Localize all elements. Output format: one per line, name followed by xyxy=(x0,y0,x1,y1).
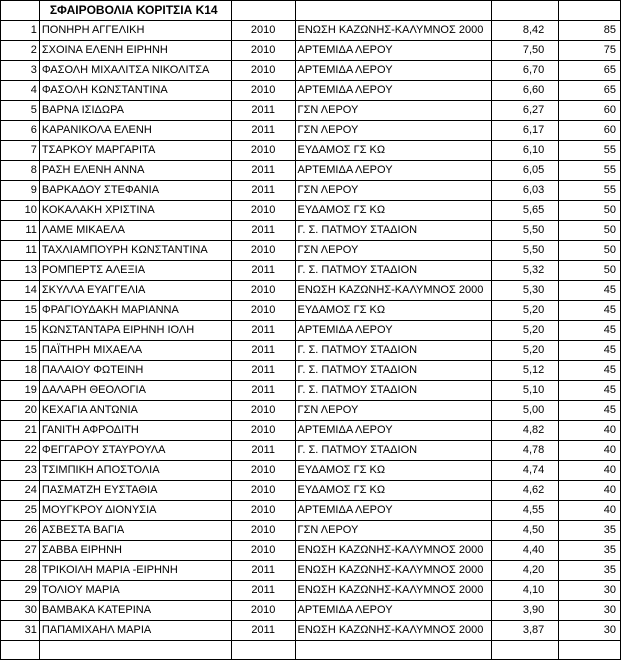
athlete-name-cell[interactable]: ΚΟΚΑΛΑΚΗ ΧΡΙΣΤΙΝΑ xyxy=(39,201,231,221)
rank-cell[interactable]: 15 xyxy=(1,321,40,341)
birth-year-cell[interactable]: 2010 xyxy=(231,481,295,501)
points-cell[interactable]: 35 xyxy=(559,521,621,541)
mark-cell[interactable]: 4,50 xyxy=(492,521,559,541)
birth-year-cell[interactable]: 2011 xyxy=(231,361,295,381)
club-cell[interactable]: ΓΣΝ ΛΕΡΟΥ xyxy=(295,401,492,421)
birth-year-cell[interactable]: 2011 xyxy=(231,161,295,181)
club-cell[interactable]: ΑΡΤΕΜΙΔΑ ΛΕΡΟΥ xyxy=(295,41,492,61)
club-cell[interactable]: ΕΥΔΑΜΟΣ ΓΣ ΚΩ xyxy=(295,481,492,501)
birth-year-cell[interactable]: 2010 xyxy=(231,61,295,81)
club-cell[interactable]: ΕΝΩΣΗ ΚΑΖΩΝΗΣ-ΚΑΛΥΜΝΟΣ 2000 xyxy=(295,21,492,41)
club-cell[interactable]: ΕΝΩΣΗ ΚΑΖΩΝΗΣ-ΚΑΛΥΜΝΟΣ 2000 xyxy=(295,581,492,601)
title-rank-cell[interactable] xyxy=(1,1,40,21)
table-row xyxy=(1,101,621,121)
birth-year-cell[interactable]: 2011 xyxy=(231,381,295,401)
rank-cell[interactable]: 13 xyxy=(1,261,40,281)
mark-cell[interactable]: 6,60 xyxy=(492,81,559,101)
mark-cell[interactable]: 5,10 xyxy=(492,381,559,401)
rank-cell[interactable]: 23 xyxy=(1,461,40,481)
mark-cell[interactable]: 6,70 xyxy=(492,61,559,81)
club-cell[interactable]: ΕΝΩΣΗ ΚΑΖΩΝΗΣ-ΚΑΛΥΜΝΟΣ 2000 xyxy=(295,541,492,561)
rank-cell[interactable]: 3 xyxy=(1,61,40,81)
club-cell[interactable]: ΕΝΩΣΗ ΚΑΖΩΝΗΣ-ΚΑΛΥΜΝΟΣ 2000 xyxy=(295,561,492,581)
table-row xyxy=(1,121,621,141)
table-row xyxy=(1,221,621,241)
table-row xyxy=(1,521,621,541)
points-cell[interactable]: 50 xyxy=(559,221,621,241)
athlete-name-cell[interactable]: ΒΑΡΚΑΔΟΥ ΣΤΕΦΑΝΙΑ xyxy=(39,181,231,201)
points-cell[interactable]: 60 xyxy=(559,101,621,121)
rank-cell[interactable]: 26 xyxy=(1,521,40,541)
athlete-name-cell[interactable]: ΦΑΣΟΛΗ ΚΩΝΣΤΑΝΤΙΝΑ xyxy=(39,81,231,101)
mark-cell[interactable]: 5,65 xyxy=(492,201,559,221)
birth-year-cell[interactable]: 2010 xyxy=(231,461,295,481)
title-row xyxy=(1,1,621,21)
points-cell[interactable]: 45 xyxy=(559,341,621,361)
rank-cell[interactable]: 24 xyxy=(1,481,40,501)
club-cell[interactable]: ΓΣΝ ΛΕΡΟΥ xyxy=(295,241,492,261)
birth-year-cell[interactable]: 2010 xyxy=(231,601,295,621)
rank-cell[interactable]: 25 xyxy=(1,501,40,521)
points-cell[interactable]: 55 xyxy=(559,141,621,161)
empty-cell[interactable] xyxy=(559,641,621,660)
mark-cell[interactable]: 5,30 xyxy=(492,281,559,301)
birth-year-cell[interactable]: 2011 xyxy=(231,441,295,461)
points-cell[interactable]: 45 xyxy=(559,381,621,401)
athlete-name-cell[interactable]: ΠΟΝΗΡΗ ΑΓΓΕΛΙΚΗ xyxy=(39,21,231,41)
birth-year-cell[interactable]: 2010 xyxy=(231,41,295,61)
club-cell[interactable]: ΕΥΔΑΜΟΣ ΓΣ ΚΩ xyxy=(295,301,492,321)
athlete-name-cell[interactable]: ΠΑΪΤΗΡΗ ΜΙΧΑΕΛΑ xyxy=(39,341,231,361)
mark-cell[interactable]: 4,20 xyxy=(492,561,559,581)
points-cell[interactable]: 50 xyxy=(559,201,621,221)
title-empty-cell[interactable] xyxy=(231,1,295,21)
club-cell[interactable]: ΑΡΤΕΜΙΔΑ ΛΕΡΟΥ xyxy=(295,161,492,181)
mark-cell[interactable]: 6,03 xyxy=(492,181,559,201)
rank-cell[interactable]: 5 xyxy=(1,101,40,121)
athlete-name-cell[interactable]: ΦΑΣΟΛΗ ΜΙΧΑΛΙΤΣΑ ΝΙΚΟΛΙΤΣΑ xyxy=(39,61,231,81)
points-cell[interactable]: 30 xyxy=(559,621,621,641)
mark-cell[interactable]: 5,12 xyxy=(492,361,559,381)
mark-cell[interactable]: 5,50 xyxy=(492,221,559,241)
table-row xyxy=(1,581,621,601)
rank-cell[interactable]: 7 xyxy=(1,141,40,161)
table-row xyxy=(1,501,621,521)
athlete-name-cell[interactable]: ΠΑΣΜΑΤΖΗ ΕΥΣΤΑΘΙΑ xyxy=(39,481,231,501)
birth-year-cell[interactable]: 2011 xyxy=(231,261,295,281)
rank-cell[interactable]: 18 xyxy=(1,361,40,381)
table-row xyxy=(1,301,621,321)
points-cell[interactable]: 40 xyxy=(559,461,621,481)
club-cell[interactable]: ΑΡΤΕΜΙΔΑ ΛΕΡΟΥ xyxy=(295,501,492,521)
birth-year-cell[interactable]: 2011 xyxy=(231,621,295,641)
birth-year-cell[interactable]: 2010 xyxy=(231,81,295,101)
rank-cell[interactable]: 4 xyxy=(1,81,40,101)
rank-cell[interactable]: 10 xyxy=(1,201,40,221)
rank-cell[interactable]: 30 xyxy=(1,601,40,621)
points-cell[interactable]: 50 xyxy=(559,261,621,281)
points-cell[interactable]: 45 xyxy=(559,281,621,301)
table-row xyxy=(1,541,621,561)
birth-year-cell[interactable]: 2011 xyxy=(231,181,295,201)
club-cell[interactable]: ΑΡΤΕΜΙΔΑ ΛΕΡΟΥ xyxy=(295,61,492,81)
table-row xyxy=(1,321,621,341)
birth-year-cell[interactable]: 2010 xyxy=(231,141,295,161)
birth-year-cell[interactable]: 2010 xyxy=(231,421,295,441)
athlete-name-cell[interactable]: ΚΑΡΑΝΙΚΟΛΑ ΕΛΕΝΗ xyxy=(39,121,231,141)
birth-year-cell[interactable]: 2010 xyxy=(231,21,295,41)
mark-cell[interactable]: 6,27 xyxy=(492,101,559,121)
points-cell[interactable]: 40 xyxy=(559,441,621,461)
mark-cell[interactable]: 4,62 xyxy=(492,481,559,501)
points-cell[interactable]: 35 xyxy=(559,561,621,581)
club-cell[interactable]: Γ. Σ. ΠΑΤΜΟΥ ΣΤΑΔΙΟΝ xyxy=(295,261,492,281)
club-cell[interactable]: Γ. Σ. ΠΑΤΜΟΥ ΣΤΑΔΙΟΝ xyxy=(295,381,492,401)
mark-cell[interactable]: 4,40 xyxy=(492,541,559,561)
table-row xyxy=(1,21,621,41)
table-row xyxy=(1,401,621,421)
birth-year-cell[interactable]: 2011 xyxy=(231,221,295,241)
athlete-name-cell[interactable]: ΒΑΡΝΑ ΙΣΙΔΩΡΑ xyxy=(39,101,231,121)
points-cell[interactable]: 65 xyxy=(559,61,621,81)
table-row xyxy=(1,561,621,581)
athlete-name-cell[interactable]: ΦΡΑΓΙΟΥΔΑΚΗ ΜΑΡΙΑΝΝΑ xyxy=(39,301,231,321)
athlete-name-cell[interactable]: ΓΑΝΙΤΗ ΑΦΡΟΔΙΤΗ xyxy=(39,421,231,441)
points-cell[interactable]: 45 xyxy=(559,401,621,421)
athlete-name-cell[interactable]: ΜΟΥΓΚΡΟΥ ΔΙΟΝΥΣΙΑ xyxy=(39,501,231,521)
athlete-name-cell[interactable]: ΡΟΜΠΕΡΤΣ ΑΛΕΞΙΑ xyxy=(39,261,231,281)
rank-cell[interactable]: 15 xyxy=(1,341,40,361)
birth-year-cell[interactable]: 2010 xyxy=(231,241,295,261)
athlete-name-cell[interactable]: ΤΡΙΚΟΙΛΗ ΜΑΡΙΑ -ΕΙΡΗΝΗ xyxy=(39,561,231,581)
athlete-name-cell[interactable]: ΣΑΒΒΑ ΕΙΡΗΝΗ xyxy=(39,541,231,561)
club-cell[interactable]: ΑΡΤΕΜΙΔΑ ΛΕΡΟΥ xyxy=(295,601,492,621)
birth-year-cell[interactable]: 2011 xyxy=(231,101,295,121)
table-row xyxy=(1,381,621,401)
club-cell[interactable]: ΕΥΔΑΜΟΣ ΓΣ ΚΩ xyxy=(295,141,492,161)
rank-cell[interactable]: 8 xyxy=(1,161,40,181)
table-row xyxy=(1,361,621,381)
mark-cell[interactable]: 5,50 xyxy=(492,241,559,261)
table-row xyxy=(1,421,621,441)
mark-cell[interactable]: 6,17 xyxy=(492,121,559,141)
points-cell[interactable]: 55 xyxy=(559,181,621,201)
athlete-name-cell[interactable]: ΔΑΛΑΡΗ ΘΕΟΛΟΓΙΑ xyxy=(39,381,231,401)
rank-cell[interactable]: 11 xyxy=(1,241,40,261)
club-cell[interactable]: ΕΝΩΣΗ ΚΑΖΩΝΗΣ-ΚΑΛΥΜΝΟΣ 2000 xyxy=(295,621,492,641)
empty-cell[interactable] xyxy=(39,641,231,660)
athlete-name-cell[interactable]: ΤΑΧΛΙΑΜΠΟΥΡΗ ΚΩΝΣΤΑΝΤΙΝΑ xyxy=(39,241,231,261)
rank-cell[interactable]: 14 xyxy=(1,281,40,301)
points-cell[interactable]: 45 xyxy=(559,321,621,341)
rank-cell[interactable]: 20 xyxy=(1,401,40,421)
table-row xyxy=(1,41,621,61)
points-cell[interactable]: 55 xyxy=(559,161,621,181)
athlete-name-cell[interactable]: ΦΕΓΓΑΡΟΥ ΣΤΑΥΡΟΥΛΑ xyxy=(39,441,231,461)
mark-cell[interactable]: 5,20 xyxy=(492,321,559,341)
birth-year-cell[interactable]: 2010 xyxy=(231,501,295,521)
table-row xyxy=(1,201,621,221)
club-cell[interactable]: ΕΥΔΑΜΟΣ ΓΣ ΚΩ xyxy=(295,201,492,221)
mark-cell[interactable]: 5,20 xyxy=(492,301,559,321)
table-row xyxy=(1,601,621,621)
empty-cell[interactable] xyxy=(1,641,40,660)
birth-year-cell[interactable]: 2011 xyxy=(231,561,295,581)
rank-cell[interactable]: 29 xyxy=(1,581,40,601)
points-cell[interactable]: 35 xyxy=(559,541,621,561)
table-row xyxy=(1,481,621,501)
empty-cell[interactable] xyxy=(492,641,559,660)
table-row xyxy=(1,621,621,641)
rank-cell[interactable]: 2 xyxy=(1,41,40,61)
athlete-name-cell[interactable]: ΠΑΠΑΜΙΧΑΗΛ ΜΑΡΙΑ xyxy=(39,621,231,641)
sheet-title[interactable]: ΣΦΑΙΡΟΒΟΛΙΑ ΚΟΡΙΤΣΙΑ Κ14 xyxy=(39,1,231,21)
mark-cell[interactable]: 4,82 xyxy=(492,421,559,441)
mark-cell[interactable]: 4,78 xyxy=(492,441,559,461)
birth-year-cell[interactable]: 2011 xyxy=(231,321,295,341)
birth-year-cell[interactable]: 2010 xyxy=(231,521,295,541)
rank-cell[interactable]: 1 xyxy=(1,21,40,41)
athlete-name-cell[interactable]: ΤΟΛΙΟΥ ΜΑΡΙΑ xyxy=(39,581,231,601)
club-cell[interactable]: Γ. Σ. ΠΑΤΜΟΥ ΣΤΑΔΙΟΝ xyxy=(295,341,492,361)
athlete-name-cell[interactable]: ΚΕΧΑΓΙΑ ΑΝΤΩΝΙΑ xyxy=(39,401,231,421)
rank-cell[interactable]: 31 xyxy=(1,621,40,641)
table-row xyxy=(1,181,621,201)
table-row xyxy=(1,461,621,481)
rank-cell[interactable]: 27 xyxy=(1,541,40,561)
birth-year-cell[interactable]: 2010 xyxy=(231,541,295,561)
points-cell[interactable]: 60 xyxy=(559,121,621,141)
mark-cell[interactable]: 8,42 xyxy=(492,21,559,41)
points-cell[interactable]: 45 xyxy=(559,361,621,381)
athlete-name-cell[interactable]: ΣΚΥΛΛΑ ΕΥΑΓΓΕΛΙΑ xyxy=(39,281,231,301)
title-empty-cell[interactable] xyxy=(559,1,621,21)
points-cell[interactable]: 85 xyxy=(559,21,621,41)
birth-year-cell[interactable]: 2010 xyxy=(231,301,295,321)
club-cell[interactable]: ΕΥΔΑΜΟΣ ΓΣ ΚΩ xyxy=(295,461,492,481)
mark-cell[interactable]: 3,87 xyxy=(492,621,559,641)
rank-cell[interactable]: 22 xyxy=(1,441,40,461)
mark-cell[interactable]: 4,55 xyxy=(492,501,559,521)
club-cell[interactable]: Γ. Σ. ΠΑΤΜΟΥ ΣΤΑΔΙΟΝ xyxy=(295,361,492,381)
points-cell[interactable]: 30 xyxy=(559,581,621,601)
points-cell[interactable]: 40 xyxy=(559,501,621,521)
club-cell[interactable]: ΕΝΩΣΗ ΚΑΖΩΝΗΣ-ΚΑΛΥΜΝΟΣ 2000 xyxy=(295,281,492,301)
points-cell[interactable]: 75 xyxy=(559,41,621,61)
athlete-name-cell[interactable]: ΤΣΙΜΠΙΚΗ ΑΠΟΣΤΟΛΙΑ xyxy=(39,461,231,481)
points-cell[interactable]: 30 xyxy=(559,601,621,621)
rank-cell[interactable]: 15 xyxy=(1,301,40,321)
points-cell[interactable]: 65 xyxy=(559,81,621,101)
athlete-name-cell[interactable]: ΤΣΑΡΚΟΥ ΜΑΡΓΑΡΙΤΑ xyxy=(39,141,231,161)
birth-year-cell[interactable]: 2010 xyxy=(231,401,295,421)
club-cell[interactable]: ΓΣΝ ΛΕΡΟΥ xyxy=(295,181,492,201)
table-row xyxy=(1,61,621,81)
club-cell[interactable]: Γ. Σ. ΠΑΤΜΟΥ ΣΤΑΔΙΟΝ xyxy=(295,441,492,461)
rank-cell[interactable]: 19 xyxy=(1,381,40,401)
table-row xyxy=(1,261,621,281)
points-cell[interactable]: 50 xyxy=(559,241,621,261)
birth-year-cell[interactable]: 2010 xyxy=(231,281,295,301)
table-row xyxy=(1,241,621,261)
club-cell[interactable]: ΑΡΤΕΜΙΔΑ ΛΕΡΟΥ xyxy=(295,81,492,101)
birth-year-cell[interactable]: 2011 xyxy=(231,341,295,361)
rank-cell[interactable]: 11 xyxy=(1,221,40,241)
club-cell[interactable]: ΓΣΝ ΛΕΡΟΥ xyxy=(295,101,492,121)
birth-year-cell[interactable]: 2011 xyxy=(231,121,295,141)
club-cell[interactable]: ΓΣΝ ΛΕΡΟΥ xyxy=(295,121,492,141)
athlete-name-cell[interactable]: ΑΣΒΕΣΤΑ ΒΑΓΙΑ xyxy=(39,521,231,541)
empty-cell[interactable] xyxy=(295,641,492,660)
points-cell[interactable]: 40 xyxy=(559,421,621,441)
mark-cell[interactable]: 5,20 xyxy=(492,341,559,361)
title-empty-cell[interactable] xyxy=(492,1,559,21)
rank-cell[interactable]: 6 xyxy=(1,121,40,141)
club-cell[interactable]: ΑΡΤΕΜΙΔΑ ΛΕΡΟΥ xyxy=(295,321,492,341)
rank-cell[interactable]: 21 xyxy=(1,421,40,441)
table-row xyxy=(1,141,621,161)
rank-cell[interactable]: 28 xyxy=(1,561,40,581)
points-cell[interactable]: 40 xyxy=(559,481,621,501)
club-cell[interactable]: ΓΣΝ ΛΕΡΟΥ xyxy=(295,521,492,541)
mark-cell[interactable]: 4,10 xyxy=(492,581,559,601)
points-cell[interactable]: 45 xyxy=(559,301,621,321)
club-cell[interactable]: ΑΡΤΕΜΙΔΑ ΛΕΡΟΥ xyxy=(295,421,492,441)
table-row xyxy=(1,441,621,461)
empty-cell[interactable] xyxy=(231,641,295,660)
mark-cell[interactable]: 6,10 xyxy=(492,141,559,161)
birth-year-cell[interactable]: 2010 xyxy=(231,201,295,221)
mark-cell[interactable]: 7,50 xyxy=(492,41,559,61)
birth-year-cell[interactable]: 2011 xyxy=(231,581,295,601)
athlete-name-cell[interactable]: ΠΑΛΑΙΟΥ ΦΩΤΕΙΝΗ xyxy=(39,361,231,381)
club-cell[interactable]: Γ. Σ. ΠΑΤΜΟΥ ΣΤΑΔΙΟΝ xyxy=(295,221,492,241)
mark-cell[interactable]: 3,90 xyxy=(492,601,559,621)
athlete-name-cell[interactable]: ΒΑΜΒΑΚΑ ΚΑΤΕΡΙΝΑ xyxy=(39,601,231,621)
table-row xyxy=(1,341,621,361)
mark-cell[interactable]: 6,05 xyxy=(492,161,559,181)
athlete-name-cell[interactable]: ΛΑΜΕ ΜΙΚΑΕΛΑ xyxy=(39,221,231,241)
empty-row xyxy=(1,641,621,660)
mark-cell[interactable]: 5,00 xyxy=(492,401,559,421)
title-empty-cell[interactable] xyxy=(295,1,492,21)
athlete-name-cell[interactable]: ΚΩΝΣΤΑΝΤΑΡΑ ΕΙΡΗΝΗ ΙΟΛΗ xyxy=(39,321,231,341)
rank-cell[interactable]: 9 xyxy=(1,181,40,201)
table-row xyxy=(1,161,621,181)
athlete-name-cell[interactable]: ΡΑΣΗ ΕΛΕΝΗ ΑΝΝΑ xyxy=(39,161,231,181)
table-row xyxy=(1,281,621,301)
mark-cell[interactable]: 5,32 xyxy=(492,261,559,281)
athlete-name-cell[interactable]: ΣΧΟΙΝΑ ΕΛΕΝΗ ΕΙΡΗΝΗ xyxy=(39,41,231,61)
table-row xyxy=(1,81,621,101)
mark-cell[interactable]: 4,74 xyxy=(492,461,559,481)
